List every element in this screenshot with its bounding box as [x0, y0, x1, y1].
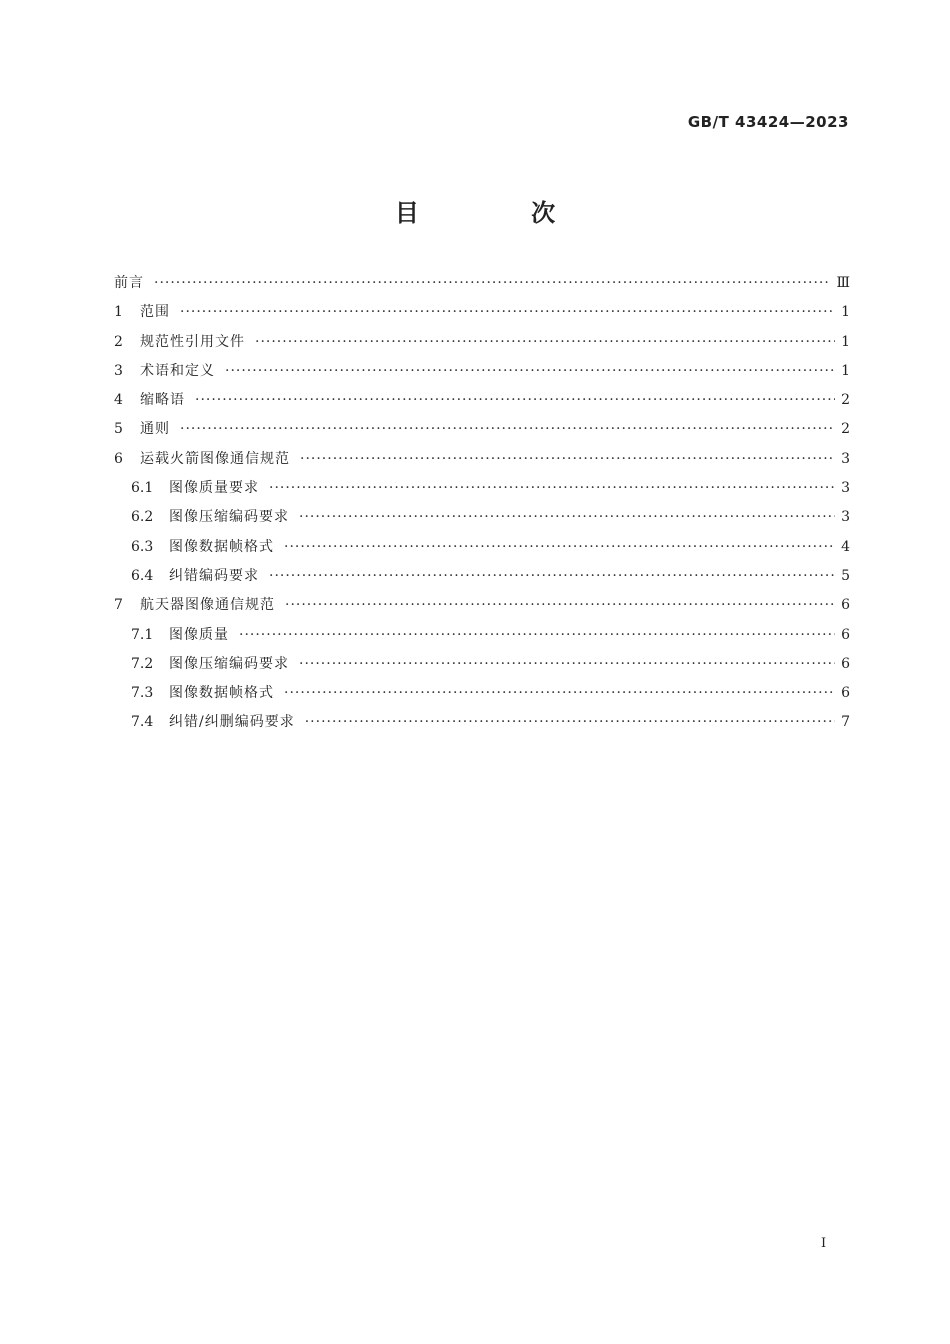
- toc-entry-1[interactable]: [114, 298, 850, 327]
- toc-leader-dots: [154, 269, 830, 298]
- toc-entry-number: 7.4: [131, 714, 154, 731]
- toc-leader-dots: [225, 357, 835, 386]
- toc-entry-6-2[interactable]: [114, 503, 850, 532]
- toc-leader-dots: [269, 474, 835, 503]
- toc-entry-text: 纠错编码要求: [169, 567, 259, 584]
- toc-entry-5[interactable]: [114, 415, 850, 444]
- toc-leader-dots: [284, 533, 835, 562]
- toc-leader-dots: [195, 386, 835, 415]
- toc-entry-6-4[interactable]: [114, 562, 850, 591]
- toc-entry-page: 2: [841, 392, 850, 409]
- page-number: I: [821, 1236, 827, 1251]
- toc-entry-number: 2: [114, 333, 123, 350]
- toc-leader-dots: [284, 679, 835, 708]
- toc-leader-dots: [269, 562, 835, 591]
- toc-entry-7[interactable]: [114, 591, 850, 620]
- toc-entry-3[interactable]: [114, 357, 850, 386]
- toc-entry-6-3[interactable]: [114, 533, 850, 562]
- toc-entry-number: 4: [114, 392, 123, 409]
- toc-entry-text: 前言: [114, 275, 144, 291]
- toc-entry-4[interactable]: [114, 386, 850, 415]
- toc-entry-number: 6.3: [131, 538, 154, 555]
- toc-entry-text: 图像质量: [169, 626, 229, 643]
- toc-entry-text: 图像质量要求: [169, 480, 259, 497]
- toc-entry-number: 7.1: [131, 626, 154, 643]
- toc-entry-text: 航天器图像通信规范: [140, 597, 275, 614]
- toc-entry-page: 1: [841, 333, 850, 350]
- toc-entry-page: 3: [841, 509, 850, 526]
- toc-entry-text: 图像数据帧格式: [169, 685, 274, 702]
- toc-entry-2[interactable]: [114, 328, 850, 357]
- toc-entry-page: 6: [841, 685, 850, 702]
- toc-entry-number: 5: [114, 421, 123, 438]
- toc-entry-number: 6.2: [131, 509, 154, 526]
- toc-entry-number: 1: [114, 304, 123, 321]
- toc-entry-number: 3: [114, 362, 123, 379]
- toc-entry-number: 7.3: [131, 685, 154, 702]
- toc-entry-number: 6.4: [131, 567, 154, 584]
- toc-leader-dots: [255, 328, 835, 357]
- toc-entry-text: 图像压缩编码要求: [169, 509, 289, 526]
- toc-entry-6[interactable]: [114, 445, 850, 474]
- toc-entry-page: 6: [841, 655, 850, 672]
- toc-entry-page: 6: [841, 626, 850, 643]
- toc-entry-text: 缩略语: [140, 392, 185, 409]
- toc-entry-page: 3: [841, 480, 850, 497]
- toc-entry-number: 7.2: [131, 655, 154, 672]
- toc-leader-dots: [305, 708, 835, 737]
- standard-code: GB/T 43424—2023: [687, 113, 849, 131]
- toc-leader-dots: [285, 591, 835, 620]
- toc-leader-dots: [299, 650, 835, 679]
- table-of-contents: [114, 269, 850, 738]
- toc-entry-foreword[interactable]: [114, 269, 850, 298]
- toc-entry-text: 术语和定义: [140, 362, 215, 379]
- toc-entry-text: 纠错/纠删编码要求: [169, 714, 295, 731]
- toc-leader-dots: [180, 415, 835, 444]
- toc-entry-page: 7: [841, 714, 850, 731]
- toc-entry-number: 6.1: [131, 480, 154, 497]
- toc-entry-text: 图像数据帧格式: [169, 538, 274, 555]
- toc-entry-text: 图像压缩编码要求: [169, 655, 289, 672]
- toc-entry-7-2[interactable]: [114, 650, 850, 679]
- toc-entry-page: 1: [841, 304, 850, 321]
- toc-entry-text: 范围: [140, 304, 170, 321]
- toc-title: 目 次: [394, 199, 608, 227]
- toc-entry-7-3[interactable]: [114, 679, 850, 708]
- toc-entry-number: 6: [114, 450, 123, 467]
- toc-entry-page: 5: [841, 567, 850, 584]
- toc-entry-page: 4: [841, 538, 850, 555]
- toc-entry-6-1[interactable]: [114, 474, 850, 503]
- toc-entry-page: 3: [841, 450, 850, 467]
- toc-entry-page: Ⅲ: [836, 275, 850, 291]
- toc-leader-dots: [299, 503, 835, 532]
- toc-entry-7-4[interactable]: [114, 708, 850, 737]
- toc-entry-text: 规范性引用文件: [140, 333, 245, 350]
- toc-entry-text: 运载火箭图像通信规范: [140, 450, 290, 467]
- toc-entry-number: 7: [114, 597, 123, 614]
- toc-leader-dots: [180, 298, 835, 327]
- toc-entry-7-1[interactable]: [114, 621, 850, 650]
- toc-leader-dots: [300, 445, 835, 474]
- toc-entry-page: 6: [841, 597, 850, 614]
- toc-entry-page: 1: [841, 362, 850, 379]
- toc-entry-page: 2: [841, 421, 850, 438]
- toc-entry-text: 通则: [140, 421, 170, 438]
- toc-leader-dots: [239, 621, 835, 650]
